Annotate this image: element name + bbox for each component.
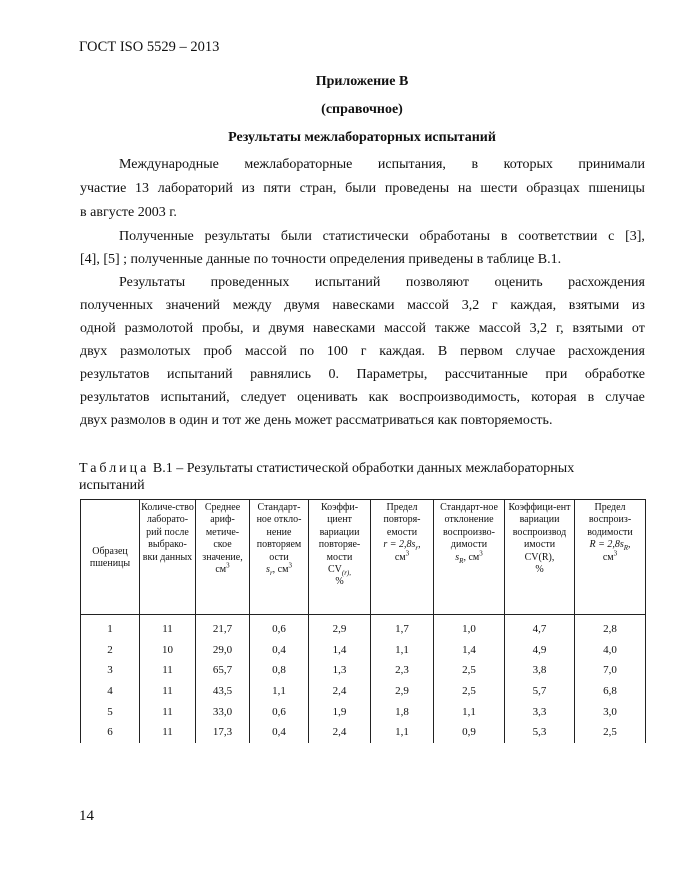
paragraph-2-line-1 — [119, 229, 645, 245]
cell-cv-repeatability: 2,9 — [309, 615, 371, 640]
cell-sd-reproducibility: 1,1 — [434, 701, 505, 722]
word: точности — [268, 252, 326, 267]
header-sd-reproducibility: Стандарт-ное отклонение воспроизво-димости $s_R$, $см^3$ — [434, 500, 505, 615]
word: расхождения — [568, 344, 645, 359]
word: при — [545, 367, 568, 382]
word: массой — [244, 344, 287, 359]
cell-sample: 2 — [81, 640, 140, 661]
word: августе — [86, 205, 135, 220]
word: двух — [80, 344, 108, 359]
word: двумя — [284, 298, 320, 313]
header-repeatability-limit: Предел повторя-емости $r = 2,8s_r$, $см^3$ — [371, 500, 434, 615]
word: день — [260, 413, 292, 428]
word: г, — [555, 321, 564, 336]
header-cv-repeatability: Коэффи-циент вариации повторяе-мости $CV_{(r),}$ % — [309, 500, 371, 615]
word: результатов — [80, 367, 150, 382]
word: г. — [165, 205, 177, 220]
cell-reproducibility-limit: 4,0 — [575, 640, 646, 661]
word: по — [250, 252, 269, 267]
cell-repeatability-limit: 1,8 — [371, 701, 434, 722]
word: оценивать — [297, 390, 358, 405]
word: г — [360, 344, 367, 359]
word: шести — [480, 181, 518, 196]
word: Полученные — [119, 229, 194, 244]
cell-repeatability-limit: 1,1 — [371, 640, 434, 661]
paragraph-3-line-1 — [119, 275, 645, 291]
word: участие — [80, 181, 127, 196]
cell-reproducibility-limit: 7,0 — [575, 660, 646, 681]
paragraph-1-line-2 — [80, 181, 645, 197]
cell-cv-reproducibility: 3,3 — [505, 701, 575, 722]
cell-sd-reproducibility: 0,9 — [434, 722, 505, 743]
word: 2003 — [134, 205, 166, 220]
word: между — [232, 298, 272, 313]
word: пробы, — [201, 321, 244, 336]
word: повторяемость. — [457, 413, 553, 428]
paragraph-3-line-3 — [80, 321, 645, 337]
word: случае — [605, 390, 645, 405]
paragraph-3-line-5 — [80, 367, 645, 383]
cell-sd-repeatability: 1,1 — [250, 681, 309, 702]
cell-sd-repeatability: 0,4 — [250, 722, 309, 743]
word: и — [252, 321, 260, 336]
paragraph-2-line-2 — [80, 252, 645, 268]
cell-mean: 65,7 — [196, 660, 250, 681]
cell-sd-reproducibility: 2,5 — [434, 681, 505, 702]
cell-reproducibility-limit: 6,8 — [575, 681, 646, 702]
word: как — [368, 390, 389, 405]
cell-lab-count: 11 — [140, 722, 196, 743]
cell-sd-repeatability: 0,6 — [250, 615, 309, 640]
table-caption-label: Таблица — [79, 461, 150, 476]
cell-sd-reproducibility: 1,0 — [434, 615, 505, 640]
table-row — [81, 701, 646, 722]
cell-cv-reproducibility: 5,7 — [505, 681, 575, 702]
word: образцах — [526, 181, 580, 196]
word: значений — [165, 298, 221, 313]
word: обработаны — [419, 229, 491, 244]
word: рассчитанные — [444, 367, 528, 382]
appendix-heading: Результаты межлабораторных испытаний — [228, 130, 496, 145]
appendix-title: Приложение В — [315, 74, 409, 89]
word: по — [299, 344, 315, 359]
word: которых — [503, 157, 553, 172]
cell-sd-repeatability: 0,8 — [250, 660, 309, 681]
word: проведены — [384, 181, 450, 196]
word: принимали — [578, 157, 645, 172]
cell-sample: 6 — [81, 722, 140, 743]
word: позволяют — [405, 275, 470, 290]
word: каждая, — [510, 298, 557, 313]
cell-sample: 1 — [81, 615, 140, 640]
cell-cv-reproducibility: 4,7 — [505, 615, 575, 640]
cell-mean: 17,3 — [196, 722, 250, 743]
word: на — [457, 181, 472, 196]
table-caption-text: – Результаты статистической обработки данных межлабораторных — [176, 461, 575, 476]
cell-repeatability-limit: 2,3 — [371, 660, 434, 681]
word: которая — [531, 390, 577, 405]
word: 3,2 — [529, 321, 548, 336]
word: взятыми — [568, 298, 620, 313]
word: ; — [119, 252, 128, 267]
table-row — [81, 615, 646, 640]
word: в — [587, 390, 595, 405]
word: испытаний, — [160, 390, 230, 405]
word: обработке — [584, 367, 645, 382]
table-row — [81, 722, 646, 743]
word: пяти — [263, 181, 291, 196]
word: Параметры, — [356, 367, 428, 382]
word: же — [241, 413, 261, 428]
cell-repeatability-limit: 1,7 — [371, 615, 434, 640]
word: массой — [407, 298, 450, 313]
cell-sd-reproducibility: 2,5 — [434, 660, 505, 681]
word: Международные — [119, 157, 219, 172]
paragraph-3-line-7 — [80, 413, 645, 429]
word: в — [165, 413, 176, 428]
word: испытаний — [314, 275, 381, 290]
word: были — [345, 181, 377, 196]
cell-cv-reproducibility: 4,9 — [505, 640, 575, 661]
word: каждая. — [379, 344, 426, 359]
header-reproducibility-limit: Предел воспроиз-водимости $R = 2,8s_R$, $см^3$ — [575, 500, 646, 615]
word: воспроизводимость, — [399, 390, 521, 405]
document-header: ГОСТ ISO 5529 – 2013 — [79, 39, 220, 55]
paragraph-1-line-1 — [119, 157, 645, 173]
cell-lab-count: 11 — [140, 660, 196, 681]
word: из — [241, 181, 255, 196]
cell-lab-count: 10 — [140, 640, 196, 661]
word: рассматриваться — [332, 413, 435, 428]
word: следует — [240, 390, 287, 405]
word: полученные — [127, 252, 203, 267]
paragraph-3-line-2 — [80, 298, 645, 314]
cell-reproducibility-limit: 2,5 — [575, 722, 646, 743]
word: 0. — [328, 367, 340, 382]
cell-sd-repeatability: 0,4 — [250, 640, 309, 661]
word: первом — [460, 344, 503, 359]
word: также — [434, 321, 470, 336]
header-sd-repeatability: Стандарт-ное откло-нение повторяем ости $s_r$, $см^3$ — [250, 500, 309, 615]
appendix-subtitle: (справочное) — [321, 102, 403, 117]
word: полученных — [80, 298, 153, 313]
results-table — [80, 499, 646, 743]
cell-sd-repeatability: 0,6 — [250, 701, 309, 722]
word: лабораторий — [157, 181, 233, 196]
cell-cv-repeatability: 1,9 — [309, 701, 371, 722]
word: размолотых — [120, 344, 191, 359]
cell-reproducibility-limit: 3,0 — [575, 701, 646, 722]
table-row — [81, 660, 646, 681]
word: и — [207, 413, 219, 428]
word: Результаты — [119, 275, 186, 290]
cell-cv-repeatability: 1,4 — [309, 640, 371, 661]
word: навесками — [313, 321, 376, 336]
word: в — [471, 157, 479, 172]
cell-reproducibility-limit: 2,8 — [575, 615, 646, 640]
word: данные — [202, 252, 251, 267]
header-cv-reproducibility: Коэффици-ент вариации воспроизвод имости CV(R), % — [505, 500, 575, 615]
table-row — [81, 640, 646, 661]
paragraph-1-line-3 — [80, 205, 645, 221]
paragraph-3-line-4 — [80, 344, 645, 360]
word: 100 — [326, 344, 348, 359]
word: стран, — [299, 181, 337, 196]
word: случае — [515, 344, 556, 359]
table-caption — [79, 461, 645, 477]
word: 3,2 — [461, 298, 480, 313]
word: [4], — [80, 252, 100, 267]
paragraph-3-line-6 — [80, 390, 645, 406]
word: [5] — [99, 252, 120, 267]
word: двумя — [268, 321, 305, 336]
table-row — [81, 681, 646, 702]
word: один — [175, 413, 208, 428]
word: приведены — [404, 252, 474, 267]
word: испытания, — [377, 157, 446, 172]
table-header-row — [81, 500, 646, 615]
word: равнялись — [250, 367, 311, 382]
cell-mean: 33,0 — [196, 701, 250, 722]
word: проведенных — [210, 275, 290, 290]
word: тот — [218, 413, 242, 428]
word: пшеницы — [588, 181, 645, 196]
word: взятыми — [572, 321, 624, 336]
word: массой — [384, 321, 426, 336]
word: от — [631, 321, 645, 336]
cell-lab-count: 11 — [140, 701, 196, 722]
word: одной — [80, 321, 116, 336]
word: В — [437, 344, 448, 359]
cell-sd-reproducibility: 1,4 — [434, 640, 505, 661]
cell-mean: 29,0 — [196, 640, 250, 661]
word: В.1. — [534, 252, 562, 267]
word: статистически — [322, 229, 409, 244]
word: размолотой — [124, 321, 194, 336]
word: результатов — [80, 390, 150, 405]
cell-sample: 4 — [81, 681, 140, 702]
word: расхождения — [568, 275, 645, 290]
cell-cv-repeatability: 1,3 — [309, 660, 371, 681]
cell-lab-count: 11 — [140, 681, 196, 702]
header-lab-count: Количе-ство лаборато-рий после выбрако-вки данных — [140, 500, 196, 615]
word: межлабораторные — [244, 157, 353, 172]
cell-cv-repeatability: 2,4 — [309, 722, 371, 743]
word: проб — [203, 344, 233, 359]
cell-mean: 43,5 — [196, 681, 250, 702]
cell-sample: 3 — [81, 660, 140, 681]
table-caption-continuation: испытаний — [79, 478, 145, 493]
word: в — [500, 229, 508, 244]
word: испытаний — [167, 367, 233, 382]
word: в — [80, 205, 87, 220]
page-number: 14 — [79, 808, 94, 824]
cell-sample: 5 — [81, 701, 140, 722]
word: в — [473, 252, 484, 267]
word: навесками — [332, 298, 395, 313]
header-sample: Образец пшеницы — [81, 500, 140, 615]
cell-cv-repeatability: 2,4 — [309, 681, 371, 702]
word: [3], — [625, 229, 645, 244]
cell-lab-count: 11 — [140, 615, 196, 640]
word: массой — [478, 321, 521, 336]
word: г — [491, 298, 498, 313]
word: результаты — [204, 229, 271, 244]
word: были — [280, 229, 312, 244]
word: двух — [80, 413, 108, 428]
word: оценить — [494, 275, 543, 290]
cell-repeatability-limit: 1,1 — [371, 722, 434, 743]
cell-repeatability-limit: 2,9 — [371, 681, 434, 702]
word: из — [631, 298, 645, 313]
word: с — [608, 229, 615, 244]
word: размолов — [107, 413, 166, 428]
word: как — [434, 413, 458, 428]
word: 13 — [135, 181, 150, 196]
cell-mean: 21,7 — [196, 615, 250, 640]
cell-cv-reproducibility: 5,3 — [505, 722, 575, 743]
word: может — [291, 413, 333, 428]
word: таблице — [483, 252, 535, 267]
cell-cv-reproducibility: 3,8 — [505, 660, 575, 681]
header-mean: Среднее ариф-метиче-ское значение, $см^3$ — [196, 500, 250, 615]
word: определения — [325, 252, 405, 267]
table-caption-number: В.1 — [152, 461, 173, 476]
word: соответствии — [518, 229, 598, 244]
